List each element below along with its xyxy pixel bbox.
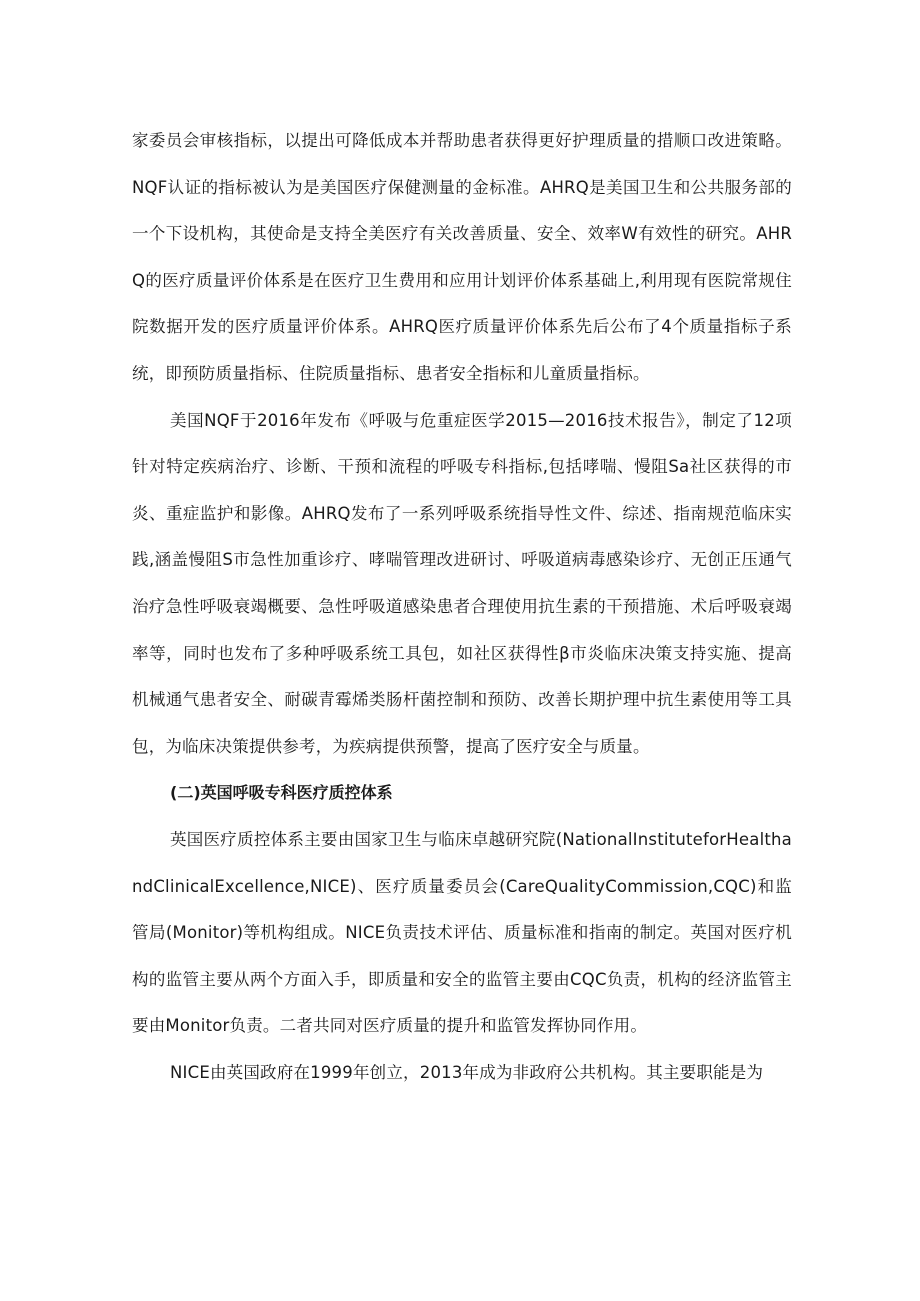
- paragraph-us-quality-agencies: 家委员会审核指标，以提出可降低成本并帮助患者获得更好护理质量的措顺口改进策略。NQF认证的指标被认为是美国医疗保健测量的金标准。AHRQ是美国卫生和公共服务部的一个下设机构，其使命是支持全美医疗有关改善质量、安全、效率W有效性的研究。AHRQ的医疗质量评价体系是在医疗卫生费用和应用计划评价体系基础上,利用现有医院常规住院数据开发的医疗质量评价体系。AHRQ医疗质量评价体系先后公布了4个质量指标子系统，即预防质量指标、住院质量指标、患者安全指标和儿童质量指标。: [132, 131, 792, 383]
- document-page: [132, 118, 792, 1096]
- paragraph-us-respiratory-indicators: 美国NQF于2016年发布《呼吸与危重症医学2015—2016技术报告》，制定了12项针对特定疾病治疗、诊断、干预和流程的呼吸专科指标,包括哮喘、慢阻Sa社区获得的市炎、重症监护和影像。AHRQ发布了一系列呼吸系统指导性文件、综述、指南规范临床实践,涵盖慢阻S市急性加重诊疗、哮喘管理改进研讨、呼吸道病毒感染诊疗、无创正压通气治疗急性呼吸衰竭概要、急性呼吸道感染患者合理使用抗生素的干预措施、术后呼吸衰竭率等，同时也发布了多种呼吸系统工具包，如社区获得性β市炎临床决策支持实施、提高机械通气患者安全、耐碳青霉烯类肠杆菌控制和预防、改善长期护理中抗生素使用等工具包，为临床决策提供参考，为疾病提供预警，提高了医疗安全与质量。: [132, 410, 792, 756]
- paragraph-uk-quality-system: 英国医疗质控体系主要由国家卫生与临床卓越研究院(NationalInstituteforHealthandClinicalExcellence,NICE)、医疗质量委员会(CareQualityCommission,CQC)和监管局(Monitor)等机构组成。NICE负责技术评估、质量标准和指南的制定。英国对医疗机构的监管主要从两个方面入手，即质量和安全的监管主要由CQC负责，机构的经济监管主要由Monitor负责。二者共同对医疗质量的提升和监管发挥协同作用。: [132, 829, 792, 1036]
- paragraph-nice-intro: NICE由英国政府在1999年创立，2013年成为非政府公共机构。其主要职能是为: [170, 1062, 764, 1082]
- section-heading-uk: (二)英国呼吸专科医疗质控体系: [170, 783, 393, 803]
